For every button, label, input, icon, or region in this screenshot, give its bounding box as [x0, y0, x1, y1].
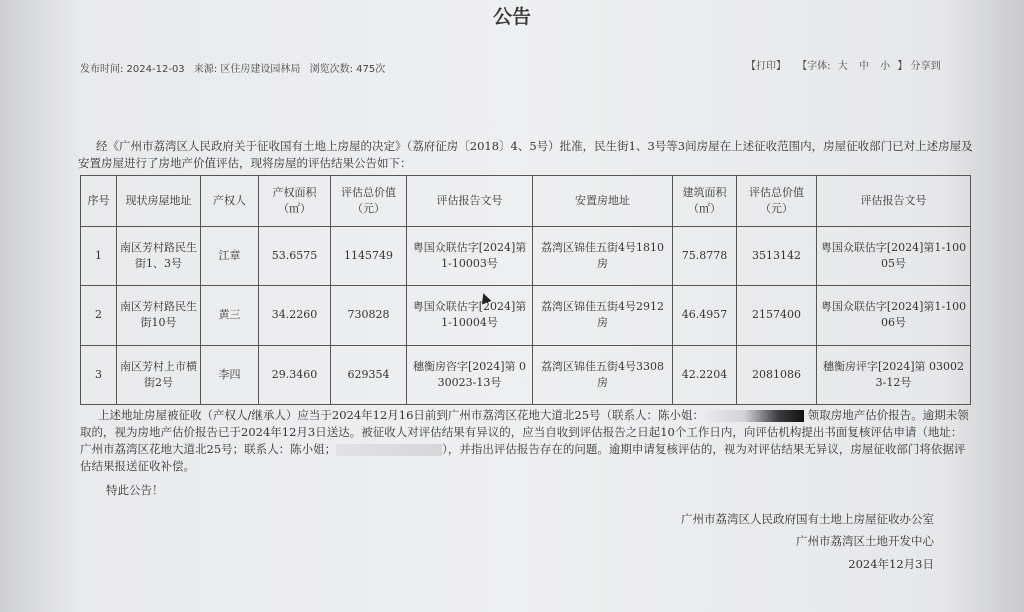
notice-part-1: 上述地址房屋被征收（产权人/继承人）应当于2024年12月16日前到广州市荔湾区花地大道北25号（联系人：陈小姐：	[98, 408, 705, 422]
header-cell: 评估报告文号	[407, 176, 533, 227]
table-cell: 粤国众联估字[2024]第1-10006号	[817, 286, 971, 345]
font-size-close: 】	[897, 61, 908, 72]
table-cell: 2157400	[737, 286, 817, 345]
table-cell: 南区芳村路民生街10号	[117, 286, 201, 345]
print-link[interactable]: 【打印】	[746, 61, 786, 72]
header-cell: 评估总价值（元）	[331, 176, 407, 227]
table-cell: 李四	[201, 345, 259, 404]
header-cell: 评估报告文号	[817, 176, 971, 227]
notice-paragraph	[80, 407, 970, 475]
intro-paragraph: 经《广州市荔湾区人民政府关于征收国有土地上房屋的决定》（荔府征房〔2018〕4、5号）批准，民生街1、3号等3间房屋在上述征收范围内，房屋征收部门已对上述房屋及安置房屋进行了房地产价值评估，现将房屋的评估结果公告如下：	[78, 139, 973, 170]
share-link[interactable]: 分享到	[910, 61, 941, 72]
redacted-phone	[704, 410, 804, 422]
table-row	[81, 345, 971, 404]
header-cell: 产权人	[201, 176, 259, 227]
signature-office: 广州市荔湾区人民政府国有土地上房屋征收办公室	[681, 512, 934, 526]
table-row	[81, 227, 971, 286]
font-small-link[interactable]: 小	[880, 61, 891, 72]
table-cell: 730828	[331, 286, 407, 345]
header-cell: 安置房地址	[533, 176, 673, 227]
table-cell: 黄三	[201, 286, 259, 345]
table-cell: 29.3460	[259, 345, 331, 404]
signature-date: 2024年12月3日	[848, 557, 934, 571]
table-row	[81, 286, 971, 345]
table-cell: 江章	[201, 227, 259, 286]
header-cell: 评估总价值（元）	[737, 176, 817, 227]
header-cell: 产权面积（㎡）	[259, 176, 331, 227]
table-header-row	[81, 176, 971, 227]
header-cell: 建筑面积（㎡）	[673, 176, 737, 227]
table-cell: 粤国众联估字[2024]第1-10004号	[407, 286, 533, 345]
table-cell: 42.2204	[673, 345, 737, 404]
table-cell: 穗衡房评字[2024]第 030023-12号	[817, 345, 971, 404]
table-cell: 2081086	[737, 345, 817, 404]
table-cell: 南区芳村路民生街1、3号	[117, 227, 201, 286]
table-cell: 2	[81, 286, 117, 345]
table-cell: 穗衡房咨字[2024]第 030023-13号	[407, 345, 533, 404]
table-cell: 629354	[331, 345, 407, 404]
table-cell: 34.2260	[259, 286, 331, 345]
table-cell: 3	[81, 345, 117, 404]
table-cell: 3513142	[737, 227, 817, 286]
table-cell: 46.4957	[673, 286, 737, 345]
publish-time: 发布时间: 2024-12-03	[80, 64, 185, 75]
source: 来源: 区住房建设园林局	[193, 64, 301, 75]
valuation-table	[80, 175, 971, 405]
table-cell: 荔湾区锦佳五街4号2912房	[533, 286, 673, 345]
signature-center: 广州市荔湾区土地开发中心	[796, 534, 934, 548]
table-cell: 75.8778	[673, 227, 737, 286]
table-cell: 53.6575	[259, 227, 331, 286]
notice-part-3: ），并指出评估报告存在的问题。逾期申请复核评估的，视为对评估结果无异议，房屋征收部门将依据评估结果报送征收补偿。	[80, 442, 966, 473]
table-cell: 1145749	[331, 227, 407, 286]
redacted-phone	[336, 444, 442, 456]
font-medium-link[interactable]: 中	[858, 61, 869, 72]
table-cell: 粤国众联估字[2024]第1-10003号	[407, 227, 533, 286]
font-size-label: 【字体:	[797, 61, 831, 72]
article-tools	[746, 57, 949, 72]
table-cell: 南区芳村上市横街2号	[117, 345, 201, 404]
table-cell: 粤国众联估字[2024]第1-10005号	[817, 227, 971, 286]
article-meta	[80, 60, 391, 75]
header-cell: 序号	[81, 176, 117, 227]
closing-statement: 特此公告！	[106, 483, 164, 497]
page-title: 公告	[492, 6, 531, 28]
font-large-link[interactable]: 大	[837, 61, 848, 72]
header-cell: 现状房屋地址	[117, 176, 201, 227]
notice-part-2: 领取房地产估价报告。逾期未领取的，视为房地产估价报告已于2024年12月3日送达。被征收人对评估结果有异议的，应当自收到评估报告之日起10个工作日内，向评估机构提出书面复核评估申请（地址：广州市荔湾区花地大道北25号；联系人：陈小姐；	[80, 408, 969, 456]
table-cell: 荔湾区锦佳五街4号3308房	[533, 345, 673, 404]
table-cell: 荔湾区锦佳五街4号1810房	[533, 227, 673, 286]
view-count: 浏览次数: 475次	[309, 64, 386, 75]
table-cell: 1	[81, 227, 117, 286]
